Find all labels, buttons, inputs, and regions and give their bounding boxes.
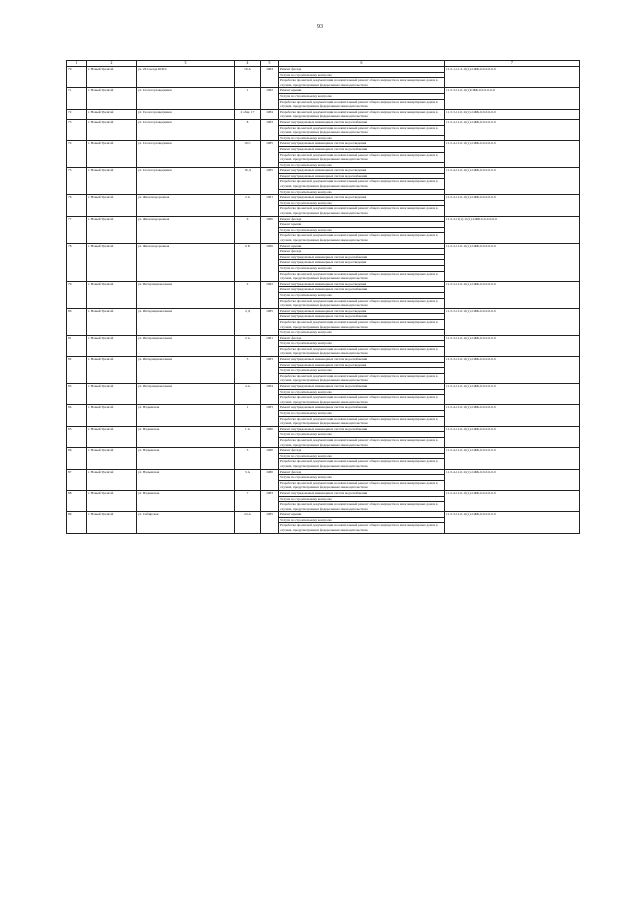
cell-work-type: Разработка проектной документации на капитальный ремонт общего имущества в многоквартирных домах в случаях, предусмотренных федеральным законодательством: [279, 459, 445, 469]
cell-number: 78: [67, 243, 87, 281]
cell-number: 86: [67, 448, 87, 469]
cell-city: г. Новый Уренгой: [87, 384, 137, 405]
cell-work-type: Разработка проектной документации на капитальный ремонт общего имущества в многоквартирных домах в случаях, предусмотренных федеральным законодательством: [279, 109, 445, 119]
cell-house: 1: [235, 405, 261, 426]
table-row: [67, 195, 580, 201]
cell-year: 1983: [261, 405, 279, 426]
cell-code: 11-5-4-11-0-11(1)-СЖБ-0-0-0-0-0-0: [445, 141, 580, 168]
cell-work-type: Ремонт крыши: [279, 222, 445, 228]
column-header: 6: [279, 61, 445, 67]
cell-number: 75: [67, 168, 87, 195]
cell-house: 3 А: [235, 469, 261, 490]
cell-work-type: Услуги по строительному контролю: [279, 72, 445, 78]
cell-work-type: Услуги по строительному контролю: [279, 389, 445, 395]
cell-work-type: Услуги по строительному контролю: [279, 93, 445, 99]
column-header: 1: [67, 61, 87, 67]
cell-code: 11-5-3-11-0-11(1)-СЖБ-0-0-0-0-0-0: [445, 243, 580, 281]
cell-work-type: Услуги по строительному контролю: [279, 292, 445, 298]
cell-street: ул. Интернациональная: [137, 384, 235, 405]
cell-street: ул. Геологоразведчиков: [137, 168, 235, 195]
cell-code: 11-5-4-11-0-11(1)-СЖБ-0-0-0-0-0-0: [445, 168, 580, 195]
cell-number: 81: [67, 335, 87, 356]
cell-work-type: Ремонт внутридомовых инженерных систем водоотведения: [279, 308, 445, 314]
cell-house: 6 Б: [235, 243, 261, 281]
cell-code: 11-5-2-11-0-11(1)-СЖБ-0-0-0-0-0-0: [445, 384, 580, 405]
cell-year: 1982: [261, 281, 279, 308]
cell-number: 72: [67, 109, 87, 119]
cell-year: 1982: [261, 88, 279, 109]
cell-street: ул. Интернациональная: [137, 281, 235, 308]
cell-street: ул. Интернациональная: [137, 357, 235, 384]
cell-year: 1985: [261, 168, 279, 195]
cell-code: 11-5-4-11-0-11(1)-СЖБ-0-0-0-0-0-0: [445, 490, 580, 511]
cell-code: 11-5-2-11-0-11(1)-СЖБ-0-0-0-0-0-0: [445, 119, 580, 140]
cell-city: г. Новый Уренгой: [87, 405, 137, 426]
cell-city: г. Новый Уренгой: [87, 168, 137, 195]
cell-work-type: Разработка проектной документации на капитальный ремонт общего имущества в многоквартирных домах в случаях, предусмотренных федеральным законодательством: [279, 271, 445, 281]
page-number: 93: [317, 24, 323, 30]
cell-number: 70: [67, 67, 87, 88]
cell-year: 1985: [261, 512, 279, 533]
table-row: [67, 168, 580, 174]
cell-number: 87: [67, 469, 87, 490]
cell-work-type: Ремонт внутридомовых инженерных систем водоснабжения: [279, 146, 445, 152]
cell-house: 6: [235, 216, 261, 243]
cell-work-type: Ремонт внутридомовых инженерных систем водоотведения: [279, 168, 445, 174]
cell-street: ул. Железнодорожная: [137, 243, 235, 281]
cell-year: 1983: [261, 357, 279, 384]
cell-house: 2 общ. 17: [235, 109, 261, 119]
cell-number: 73: [67, 119, 87, 140]
cell-work-type: Разработка проектной документации на капитальный ремонт общего имущества в многоквартирных домах в случаях, предусмотренных федеральным законодательством: [279, 373, 445, 383]
cell-house: 7: [235, 490, 261, 511]
cell-city: г. Новый Уренгой: [87, 88, 137, 109]
column-header: 7: [445, 61, 580, 67]
cell-work-type: Услуги по строительному контролю: [279, 368, 445, 374]
cell-work-type: Разработка проектной документации на капитальный ремонт общего имущества в многоквартирных домах в случаях, предусмотренных федеральным законодательством: [279, 233, 445, 243]
cell-work-type: Услуги по строительному контролю: [279, 227, 445, 233]
cell-street: ул. Железнодорожная: [137, 195, 235, 216]
cell-work-type: Услуги по строительному контролю: [279, 475, 445, 481]
cell-work-type: Услуги по строительному контролю: [279, 517, 445, 523]
cell-city: г. Новый Уренгой: [87, 141, 137, 168]
cell-work-type: Разработка проектной документации на капитальный ремонт общего имущества в многоквартирных домах в случаях, предусмотренных федеральным законодательством: [279, 206, 445, 216]
cell-code: 11-5-4-11-0-11(1)-СЖБ-0-0-0-0-0-0: [445, 405, 580, 426]
cell-code: 11-5-4-11-0-11(1)-СЖБ-0-0-0-0-0-0: [445, 448, 580, 469]
cell-work-type: Ремонт фасада: [279, 335, 445, 341]
cell-year: 1980: [261, 426, 279, 447]
cell-work-type: Разработка проектной документации на капитальный ремонт общего имущества в многоквартирных домах в случаях, предусмотренных федеральным законодательством: [279, 152, 445, 162]
column-header: 3: [137, 61, 235, 67]
cell-work-type: Ремонт фасада: [279, 448, 445, 454]
cell-work-type: Услуги по строительному контролю: [279, 432, 445, 438]
table-row: [67, 490, 580, 496]
cell-house: 16 Д: [235, 168, 261, 195]
cell-year: 1984: [261, 109, 279, 119]
cell-city: г. Новый Уренгой: [87, 216, 137, 243]
cell-work-type: Разработка проектной документации на капитальный ремонт общего имущества в многоквартирных домах в случаях, предусмотренных федеральным законодательством: [279, 416, 445, 426]
cell-city: г. Новый Уренгой: [87, 308, 137, 335]
cell-city: г. Новый Уренгой: [87, 490, 137, 511]
cell-work-type: Ремонт внутридомовых инженерных систем водоснабжения: [279, 314, 445, 320]
cell-work-type: Ремонт внутридомовых инженерных систем водоснабжения: [279, 357, 445, 363]
cell-code: 11-5-3-11(1)-11(1)-СЖБ-0-0-0-0-0-0: [445, 216, 580, 243]
cell-year: 1985: [261, 141, 279, 168]
cell-year: 1984: [261, 67, 279, 88]
cell-code: 11-5-5-11-0-11(1)-СЖБ-0-0-0-0-0-0: [445, 109, 580, 119]
cell-code: 11-5-2-11-0-11(1)-СЖБ-0-0-0-0-0-0: [445, 195, 580, 216]
cell-house: 3: [235, 357, 261, 384]
cell-work-type: Услуги по строительному контролю: [279, 135, 445, 141]
cell-house: 16 С: [235, 141, 261, 168]
cell-work-type: Ремонт крыши: [279, 512, 445, 518]
cell-street: ул. Надымская: [137, 405, 235, 426]
cell-work-type: Разработка проектной документации на капитальный ремонт общего имущества в многоквартирных домах в случаях, предусмотренных федеральным законодательством: [279, 480, 445, 490]
cell-street: ул. Геологоразведчиков: [137, 88, 235, 109]
cell-city: г. Новый Уренгой: [87, 512, 137, 533]
cell-number: 83: [67, 384, 87, 405]
cell-city: г. Новый Уренгой: [87, 281, 137, 308]
cell-house: 8: [235, 119, 261, 140]
repair-program-table: [66, 60, 580, 534]
cell-city: г. Новый Уренгой: [87, 335, 137, 356]
cell-work-type: Ремонт фасада: [279, 216, 445, 222]
cell-number: 80: [67, 308, 87, 335]
cell-house: 2 А: [235, 195, 261, 216]
cell-work-type: Ремонт фасада: [279, 249, 445, 255]
cell-year: 1983: [261, 490, 279, 511]
table-row: [67, 308, 580, 314]
cell-work-type: Услуги по строительному контролю: [279, 162, 445, 168]
cell-city: г. Новый Уренгой: [87, 448, 137, 469]
cell-year: 1980: [261, 448, 279, 469]
cell-street: ул. Интернациональная: [137, 335, 235, 356]
cell-street: ул. Сибирская: [137, 512, 235, 533]
cell-number: 71: [67, 88, 87, 109]
cell-street: ул. Интернациональная: [137, 308, 235, 335]
cell-work-type: Услуги по строительному контролю: [279, 330, 445, 336]
cell-year: 1981: [261, 195, 279, 216]
cell-work-type: Ремонт внутридомовых инженерных систем водоснабжения: [279, 405, 445, 411]
table-row: [67, 426, 580, 432]
cell-number: 74: [67, 141, 87, 168]
cell-work-type: Разработка проектной документации на капитальный ремонт общего имущества в многоквартирных домах в случаях, предусмотренных федеральным законодательством: [279, 179, 445, 189]
cell-work-type: Разработка проектной документации на капитальный ремонт общего имущества в многоквартирных домах в случаях, предусмотренных федеральным законодательством: [279, 523, 445, 533]
cell-house: 1 А: [235, 426, 261, 447]
cell-work-type: Ремонт внутридомовых инженерных систем водоснабжения: [279, 426, 445, 432]
cell-number: 84: [67, 405, 87, 426]
cell-house: 2 А: [235, 335, 261, 356]
cell-work-type: Услуги по строительному контролю: [279, 341, 445, 347]
cell-street: ул. Надымская: [137, 469, 235, 490]
cell-street: ул. Железнодорожная: [137, 216, 235, 243]
cell-work-type: Ремонт фасада: [279, 67, 445, 73]
cell-city: г. Новый Уренгой: [87, 67, 137, 88]
cell-work-type: Разработка проектной документации на капитальный ремонт общего имущества в многоквартирных домах в случаях, предусмотренных федеральным законодательством: [279, 319, 445, 329]
cell-number: 77: [67, 216, 87, 243]
cell-work-type: Ремонт фасада: [279, 469, 445, 475]
cell-city: г. Новый Уренгой: [87, 119, 137, 140]
cell-city: г. Новый Уренгой: [87, 195, 137, 216]
cell-house: 2 Д: [235, 308, 261, 335]
cell-work-type: Разработка проектной документации на капитальный ремонт общего имущества в многоквартирных домах в случаях, предусмотренных федеральным законодательством: [279, 125, 445, 135]
cell-city: г. Новый Уренгой: [87, 357, 137, 384]
cell-number: 89: [67, 512, 87, 533]
cell-work-type: Разработка проектной документации на капитальный ремонт общего имущества в многоквартирных домах в случаях, предусмотренных федеральным законодательством: [279, 395, 445, 405]
column-header: 2: [87, 61, 137, 67]
cell-city: г. Новый Уренгой: [87, 109, 137, 119]
table-row: [67, 119, 580, 125]
cell-work-type: Ремонт внутридомовых инженерных систем водоотведения: [279, 281, 445, 287]
cell-work-type: Разработка проектной документации на капитальный ремонт общего имущества в многоквартирных домах в случаях, предусмотренных федеральным законодательством: [279, 502, 445, 512]
cell-work-type: Разработка проектной документации на капитальный ремонт общего имущества в многоквартирных домах в случаях, предусмотренных федеральным законодательством: [279, 78, 445, 88]
cell-code: 11-5-5-11-0-11(1)-СЖБ-0-0-0-0-0-0: [445, 281, 580, 308]
cell-year: 1981: [261, 335, 279, 356]
cell-number: 82: [67, 357, 87, 384]
column-header: 5: [261, 61, 279, 67]
cell-street: ул. Геологоразведчиков: [137, 119, 235, 140]
cell-work-type: Ремонт внутридомовых инженерных систем водоотведения: [279, 141, 445, 147]
cell-house: 1: [235, 88, 261, 109]
cell-code: 11-5-3-11-0-11(1)-СЖБ-0-0-0-0-0-0: [445, 335, 580, 356]
cell-year: 1980: [261, 216, 279, 243]
cell-work-type: Ремонт крыши: [279, 88, 445, 94]
cell-code: 11-5-3-11-0-11(1)-СЖБ-0-0-0-0-0-0: [445, 357, 580, 384]
cell-work-type: Ремонт внутридомовых инженерных систем водоотведения: [279, 195, 445, 201]
cell-city: г. Новый Уренгой: [87, 426, 137, 447]
cell-code: 11-5-2-11-0-11(1)-СЖБ-0-0-0-0-0-0: [445, 426, 580, 447]
table-row: [67, 141, 580, 147]
column-header: 4: [235, 61, 261, 67]
cell-work-type: Услуги по строительному контролю: [279, 265, 445, 271]
cell-work-type: Ремонт внутридомовых инженерных систем водоотведения: [279, 362, 445, 368]
cell-work-type: Услуги по строительному контролю: [279, 496, 445, 502]
cell-work-type: Ремонт внутридомовых инженерных систем водоснабжения: [279, 173, 445, 179]
table-row: [67, 384, 580, 390]
cell-work-type: Ремонт внутридомовых инженерных систем водоотведения: [279, 260, 445, 266]
cell-street: ул. Надымская: [137, 448, 235, 469]
cell-house: 16 А: [235, 67, 261, 88]
cell-city: г. Новый Уренгой: [87, 243, 137, 281]
cell-number: 76: [67, 195, 87, 216]
cell-work-type: Услуги по строительному контролю: [279, 411, 445, 417]
cell-number: 79: [67, 281, 87, 308]
cell-work-type: Ремонт внутридомовых инженерных систем водоснабжения: [279, 384, 445, 390]
table-row: [67, 405, 580, 411]
cell-work-type: Разработка проектной документации на капитальный ремонт общего имущества в многоквартирных домах в случаях, предусмотренных федеральным законодательством: [279, 298, 445, 308]
cell-code: 11-5-3-11-0-11(1)СЖБ-0-0-0-0-0-0: [445, 88, 580, 109]
cell-code: 11-5-5-11-0-11(1)-СЖБ-0-0-0-0-0-0: [445, 308, 580, 335]
cell-code: 11-5-4-11-0-11(1)-СЖБ-0-0-0-0-0-0: [445, 469, 580, 490]
cell-street: ул. Надымская: [137, 490, 235, 511]
cell-house: 4 А: [235, 384, 261, 405]
cell-work-type: Ремонт крыши: [279, 243, 445, 249]
cell-city: г. Новый Уренгой: [87, 469, 137, 490]
cell-number: 85: [67, 426, 87, 447]
table-body: [67, 67, 580, 534]
cell-work-type: Разработка проектной документации на капитальный ремонт общего имущества в многоквартирных домах в случаях, предусмотренных федеральным законодательством: [279, 346, 445, 356]
table-row: [67, 281, 580, 287]
cell-work-type: Ремонт внутридомовых инженерных систем водоснабжения: [279, 119, 445, 125]
cell-street: ул. 26 Съезда КПСС: [137, 67, 235, 88]
cell-work-type: Ремонт внутридомовых инженерных систем водоснабжения: [279, 254, 445, 260]
table-row: [67, 357, 580, 363]
cell-street: ул. Геологоразведчиков: [137, 109, 235, 119]
cell-work-type: Ремонт внутридомовых инженерных систем водоснабжения: [279, 490, 445, 496]
cell-house: 24 А: [235, 512, 261, 533]
cell-work-type: Услуги по строительному контролю: [279, 200, 445, 206]
cell-house: 3: [235, 448, 261, 469]
cell-year: 1983: [261, 119, 279, 140]
cell-year: 1984: [261, 384, 279, 405]
cell-work-type: Услуги по строительному контролю: [279, 453, 445, 459]
cell-work-type: Разработка проектной документации на капитальный ремонт общего имущества в многоквартирных домах в случаях, предусмотренных федеральным законодательством: [279, 437, 445, 447]
cell-house: 2: [235, 281, 261, 308]
cell-work-type: Услуги по строительному контролю: [279, 189, 445, 195]
cell-number: 88: [67, 490, 87, 511]
cell-code: 11-5-3-11-0-11(1)-СЖБ-0-0-0-0-0-0: [445, 512, 580, 533]
cell-street: ул. Геологоразведчиков: [137, 141, 235, 168]
cell-street: ул. Надымская: [137, 426, 235, 447]
cell-work-type: Ремонт внутридомовых инженерных систем водоснабжения: [279, 287, 445, 293]
cell-code: 11-5-1-11-3-11(1)-СЖБ-0-0-0-0-0-0: [445, 67, 580, 88]
table-row: [67, 109, 580, 119]
cell-work-type: Разработка проектной документации на капитальный ремонт общего имущества в многоквартирных домах в случаях, предусмотренных федеральным законодательством: [279, 99, 445, 109]
cell-year: 1986: [261, 243, 279, 281]
cell-year: 1980: [261, 469, 279, 490]
cell-year: 1985: [261, 308, 279, 335]
